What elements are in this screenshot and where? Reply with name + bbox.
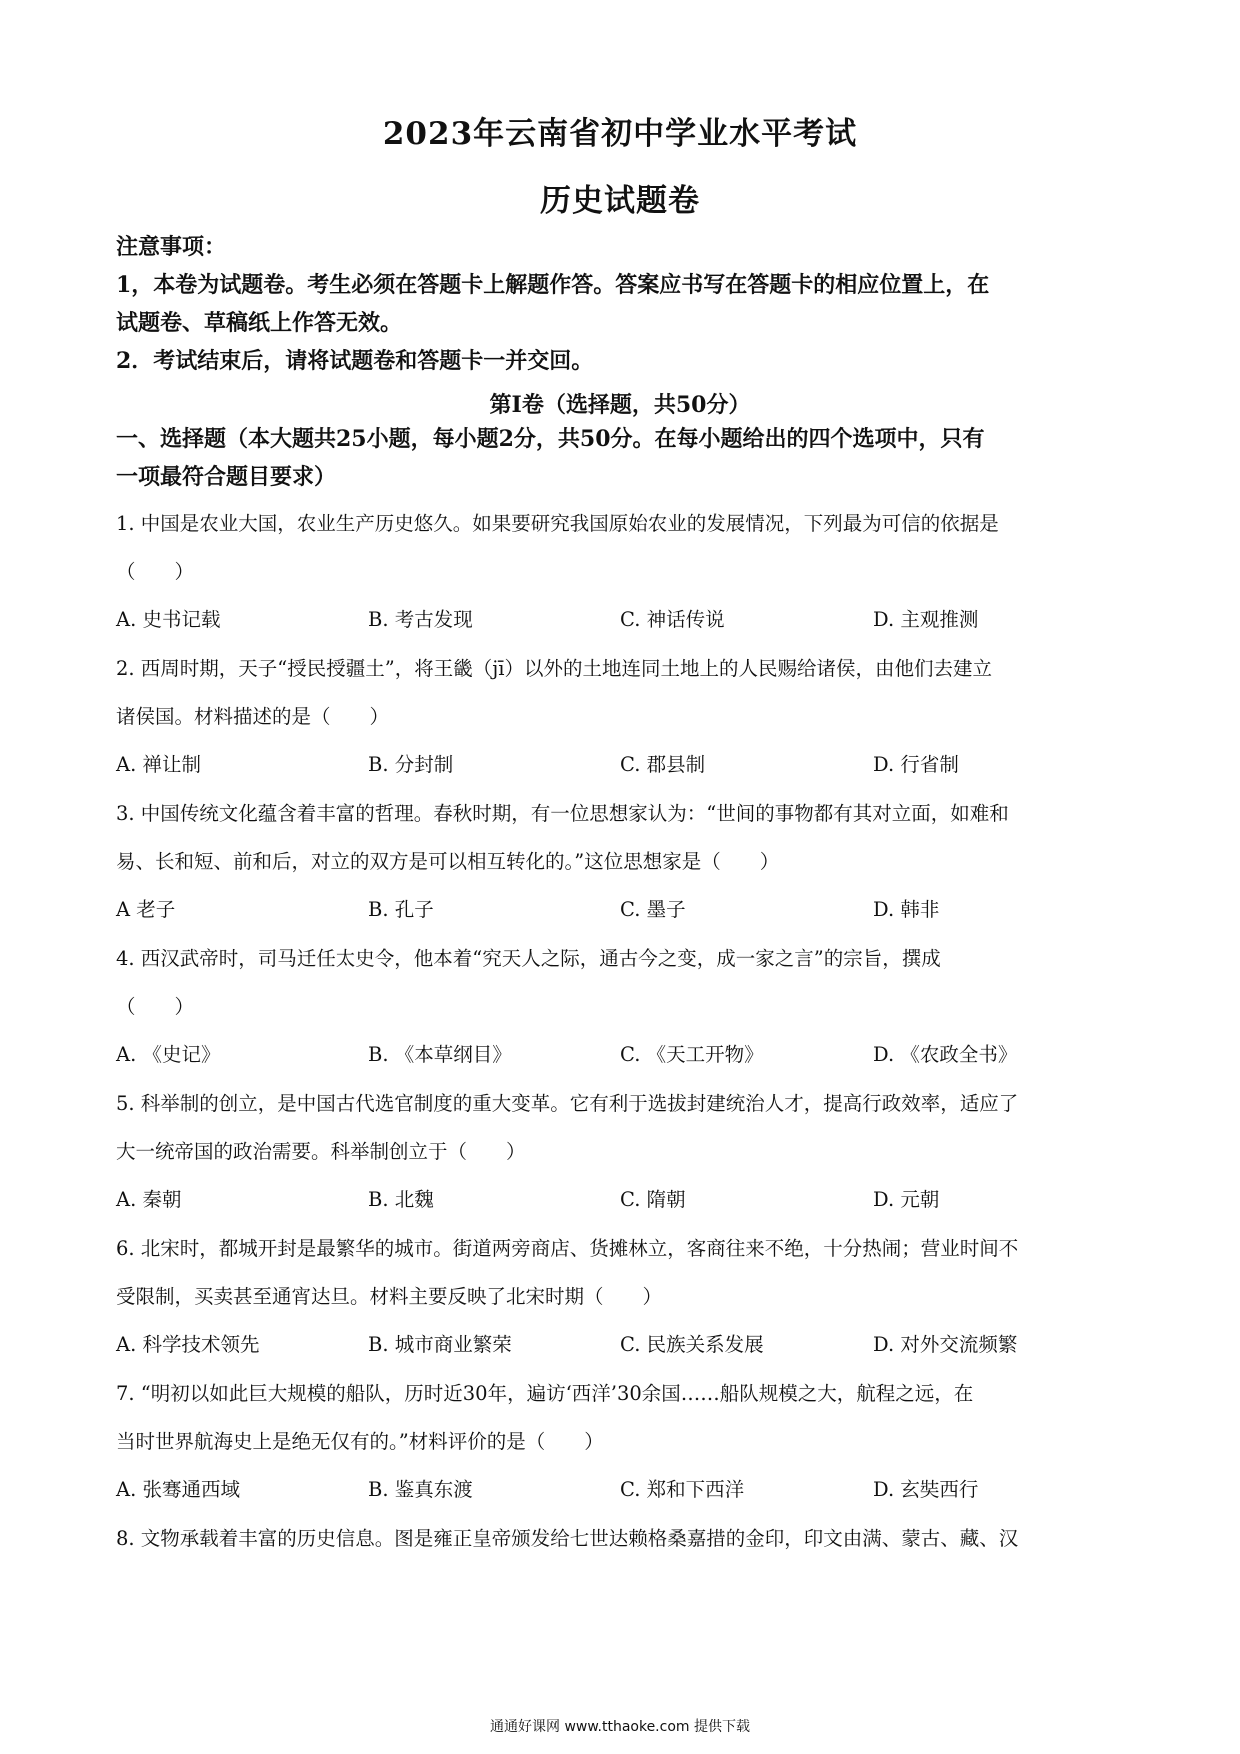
option-d: D. 玄奘西行 xyxy=(873,1478,979,1501)
option-c: C. 《天工开物》 xyxy=(620,1043,764,1066)
part-title-line: 一项最符合题目要求） xyxy=(116,464,337,490)
notes-heading: 注意事项： xyxy=(116,234,227,260)
options-row xyxy=(116,1471,1136,1520)
question-stem-line: 当时世界航海史上是绝无仅有的。”材料评价的是（ ） xyxy=(116,1430,604,1453)
notes-line: 1，本卷为试题卷。考生必须在答题卡上解题作答。答案应书写在答题卡的相应位置上，在 xyxy=(116,272,990,298)
options-row xyxy=(116,1036,1136,1085)
question-stem-line: 6. 北宋时，都城开封是最繁华的城市。街道两旁商店、货摊林立，客商往来不绝，十分热闹；营业时间不 xyxy=(116,1237,1019,1260)
option-c: C. 隋朝 xyxy=(620,1188,686,1211)
notes-section xyxy=(116,228,1126,380)
part-title-line: 一、选择题（本大题共25小题，每小题2分，共50分。在每小题给出的四个选项中，只有 xyxy=(116,426,985,452)
option-b: B. 考古发现 xyxy=(368,608,473,631)
options-row xyxy=(116,891,1136,940)
question-item xyxy=(116,1085,1136,1230)
option-a: A. 秦朝 xyxy=(116,1188,182,1211)
question-stem-line: 受限制，买卖甚至通宵达旦。材料主要反映了北宋时期（ ） xyxy=(116,1285,663,1308)
option-a: A. 科学技术领先 xyxy=(116,1333,260,1356)
part-title xyxy=(116,420,1126,496)
question-stem-line: 4. 西汉武帝时，司马迁任太史令，他本着“究天人之际，通古今之变，成一家之言”的宗旨，撰成 xyxy=(116,947,941,970)
options-row xyxy=(116,1181,1136,1230)
question-list xyxy=(116,505,1136,1568)
question-stem-line: 1. 中国是农业大国，农业生产历史悠久。如果要研究我国原始农业的发展情况，下列最为可信的依据是 xyxy=(116,512,999,535)
option-b: B. 分封制 xyxy=(368,753,454,776)
option-d: D. 元朝 xyxy=(873,1188,940,1211)
footer-text: 通通好课网 www.tthaoke.com 提供下载 xyxy=(490,1719,750,1735)
question-item xyxy=(116,650,1136,795)
question-item xyxy=(116,505,1136,650)
option-a: A. 史书记载 xyxy=(116,608,221,631)
option-a: A. 禅让制 xyxy=(116,753,201,776)
option-c: C. 墨子 xyxy=(620,898,686,921)
options-row xyxy=(116,1326,1136,1375)
option-c: C. 民族关系发展 xyxy=(620,1333,764,1356)
options-row xyxy=(116,601,1136,650)
option-c: C. 神话传说 xyxy=(620,608,725,631)
option-a: A 老子 xyxy=(116,898,176,921)
question-stem-line: 诸侯国。材料描述的是（ ） xyxy=(116,705,390,728)
notes-line: 2．考试结束后，请将试题卷和答题卡一并交回。 xyxy=(116,348,594,374)
question-item xyxy=(116,1520,1136,1568)
question-stem-line: 8. 文物承载着丰富的历史信息。图是雍正皇帝颁发给七世达赖格桑嘉措的金印，印文由满、蒙古、藏、汉 xyxy=(116,1527,1019,1550)
question-item xyxy=(116,1375,1136,1520)
question-item xyxy=(116,940,1136,1085)
exam-title: 2023年云南省初中学业水平考试 xyxy=(382,116,858,152)
option-d: D. 主观推测 xyxy=(873,608,979,631)
question-stem-line: （ ） xyxy=(116,560,195,583)
question-stem-line: 易、长和短、前和后，对立的双方是可以相互转化的。”这位思想家是（ ） xyxy=(116,850,780,873)
option-a: A. 《史记》 xyxy=(116,1043,221,1066)
option-d: D. 行省制 xyxy=(873,753,959,776)
option-b: B. 鉴真东渡 xyxy=(368,1478,473,1501)
question-stem-line: 7. “明初以如此巨大规模的船队，历时近30年，遍访‘西洋’30余国……船队规模之大，航程之远，在 xyxy=(116,1382,974,1405)
question-stem-line: 5. 科举制的创立，是中国古代选官制度的重大变革。它有利于选拔封建统治人才，提高行政效率，适应了 xyxy=(116,1092,1019,1115)
notes-line: 试题卷、草稿纸上作答无效。 xyxy=(116,310,403,336)
exam-subtitle: 历史试题卷 xyxy=(540,183,700,219)
question-stem-line: （ ） xyxy=(116,995,195,1018)
option-d: D. 韩非 xyxy=(873,898,940,921)
question-stem-line: 2. 西周时期，天子“授民授疆土”，将王畿（jī）以外的土地连同土地上的人民赐给诸侯，由他们去建立 xyxy=(116,657,993,680)
option-d: D. 对外交流频繁 xyxy=(873,1333,1018,1356)
question-stem-line: 3. 中国传统文化蕴含着丰富的哲理。春秋时期，有一位思想家认为：“世间的事物都有其对立面，如难和 xyxy=(116,802,1009,825)
question-item xyxy=(116,795,1136,940)
options-row xyxy=(116,746,1136,795)
option-a: A. 张骞通西域 xyxy=(116,1478,240,1501)
option-b: B. 孔子 xyxy=(368,898,434,921)
question-stem-line: 大一统帝国的政治需要。科举制创立于（ ） xyxy=(116,1140,526,1163)
option-b: B. 北魏 xyxy=(368,1188,434,1211)
section-title: 第Ⅰ卷（选择题，共50分） xyxy=(489,392,751,418)
option-d: D. 《农政全书》 xyxy=(873,1043,1018,1066)
question-item xyxy=(116,1230,1136,1375)
option-c: C. 郑和下西洋 xyxy=(620,1478,745,1501)
option-b: B. 城市商业繁荣 xyxy=(368,1333,512,1356)
option-c: C. 郡县制 xyxy=(620,753,706,776)
option-b: B. 《本草纲目》 xyxy=(368,1043,512,1066)
